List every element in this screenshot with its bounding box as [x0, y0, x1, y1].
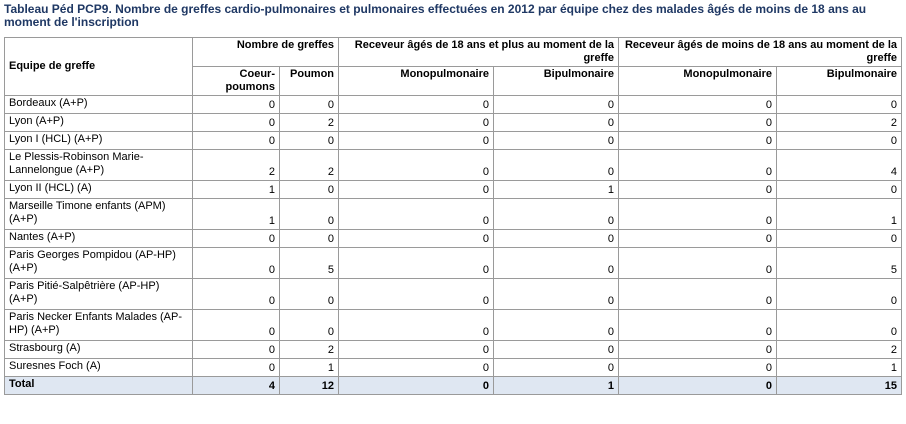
minor-mono-cell: 0 — [619, 248, 777, 279]
coeur-poumons-cell: 0 — [193, 132, 280, 150]
header-team: Equipe de greffe — [5, 38, 193, 96]
minor-bi-cell: 0 — [777, 279, 902, 310]
adult-bi-cell: 0 — [494, 132, 619, 150]
table-row — [5, 341, 902, 359]
team-cell: Marseille Timone enfants (APM) (A+P) — [5, 199, 193, 230]
minor-bi-cell: 0 — [777, 230, 902, 248]
poumon-cell: 2 — [280, 341, 339, 359]
coeur-poumons-cell: 0 — [193, 310, 280, 341]
minor-mono-cell: 0 — [619, 181, 777, 199]
minor-bi-cell: 4 — [777, 150, 902, 181]
table-row — [5, 114, 902, 132]
minor-bi-cell: 0 — [777, 96, 902, 114]
adult-mono-cell: 0 — [339, 150, 494, 181]
table-row — [5, 279, 902, 310]
poumon-cell: 0 — [280, 96, 339, 114]
poumon-cell: 5 — [280, 248, 339, 279]
table-row — [5, 230, 902, 248]
minor-mono-cell: 0 — [619, 359, 777, 377]
minor-mono-cell: 0 — [619, 310, 777, 341]
adult-mono-cell: 0 — [339, 359, 494, 377]
adult-mono-cell: 0 — [339, 279, 494, 310]
coeur-poumons-cell: 0 — [193, 359, 280, 377]
team-cell: Paris Pitié-Salpêtrière (AP-HP) (A+P) — [5, 279, 193, 310]
grafts-table — [4, 37, 902, 395]
adult-bi-cell: 0 — [494, 96, 619, 114]
coeur-poumons-cell: 0 — [193, 114, 280, 132]
table-row — [5, 359, 902, 377]
adult-bi-cell: 0 — [494, 230, 619, 248]
team-cell: Paris Georges Pompidou (AP-HP) (A+P) — [5, 248, 193, 279]
coeur-poumons-cell: 0 — [193, 96, 280, 114]
header-adult-bi: Bipulmonaire — [494, 67, 619, 96]
coeur-poumons-cell: 0 — [193, 279, 280, 310]
minor-mono-cell: 0 — [619, 199, 777, 230]
minor-bi-cell: 5 — [777, 248, 902, 279]
team-cell: Strasbourg (A) — [5, 341, 193, 359]
adult-bi-cell: 0 — [494, 114, 619, 132]
total-minor-bi: 15 — [777, 377, 902, 395]
minor-bi-cell: 2 — [777, 114, 902, 132]
coeur-poumons-cell: 0 — [193, 248, 280, 279]
team-cell: Bordeaux (A+P) — [5, 96, 193, 114]
team-cell: Lyon I (HCL) (A+P) — [5, 132, 193, 150]
adult-bi-cell: 0 — [494, 279, 619, 310]
minor-mono-cell: 0 — [619, 279, 777, 310]
adult-bi-cell: 0 — [494, 199, 619, 230]
minor-mono-cell: 0 — [619, 341, 777, 359]
team-cell: Lyon (A+P) — [5, 114, 193, 132]
total-row — [5, 377, 902, 395]
minor-bi-cell: 0 — [777, 132, 902, 150]
adult-bi-cell: 0 — [494, 310, 619, 341]
minor-mono-cell: 0 — [619, 114, 777, 132]
total-coeur-poumons: 4 — [193, 377, 280, 395]
total-label: Total — [5, 377, 193, 395]
adult-bi-cell: 0 — [494, 150, 619, 181]
header-group-grafts: Nombre de greffes — [193, 38, 339, 67]
total-poumon: 12 — [280, 377, 339, 395]
header-row-groups — [5, 38, 902, 67]
header-poumon: Poumon — [280, 67, 339, 96]
poumon-cell: 2 — [280, 150, 339, 181]
total-adult-bi: 1 — [494, 377, 619, 395]
adult-bi-cell: 1 — [494, 181, 619, 199]
team-cell: Le Plessis-Robinson Marie-Lannelongue (A+P) — [5, 150, 193, 181]
coeur-poumons-cell: 2 — [193, 150, 280, 181]
total-minor-mono: 0 — [619, 377, 777, 395]
table-row — [5, 181, 902, 199]
team-cell: Lyon II (HCL) (A) — [5, 181, 193, 199]
team-cell: Nantes (A+P) — [5, 230, 193, 248]
header-minor-mono: Monopulmonaire — [619, 67, 777, 96]
minor-mono-cell: 0 — [619, 132, 777, 150]
coeur-poumons-cell: 1 — [193, 181, 280, 199]
poumon-cell: 1 — [280, 359, 339, 377]
total-adult-mono: 0 — [339, 377, 494, 395]
adult-mono-cell: 0 — [339, 230, 494, 248]
coeur-poumons-cell: 1 — [193, 199, 280, 230]
table-row — [5, 96, 902, 114]
minor-bi-cell: 1 — [777, 359, 902, 377]
table-row — [5, 248, 902, 279]
minor-bi-cell: 0 — [777, 181, 902, 199]
adult-bi-cell: 0 — [494, 248, 619, 279]
adult-bi-cell: 0 — [494, 359, 619, 377]
adult-mono-cell: 0 — [339, 310, 494, 341]
team-cell: Suresnes Foch (A) — [5, 359, 193, 377]
adult-mono-cell: 0 — [339, 248, 494, 279]
adult-mono-cell: 0 — [339, 96, 494, 114]
adult-mono-cell: 0 — [339, 341, 494, 359]
table-title: Tableau Péd PCP9. Nombre de greffes cardio-pulmonaires et pulmonaires effectuées en 2012 par équipe chez des malades âgés de moins de 18 ans au moment de l'inscription — [4, 2, 867, 29]
table-row — [5, 150, 902, 181]
header-coeur-poumons: Coeur-poumons — [193, 67, 280, 96]
adult-bi-cell: 0 — [494, 341, 619, 359]
poumon-cell: 0 — [280, 181, 339, 199]
table-row — [5, 310, 902, 341]
coeur-poumons-cell: 0 — [193, 341, 280, 359]
coeur-poumons-cell: 0 — [193, 230, 280, 248]
header-minor-bi: Bipulmonaire — [777, 67, 902, 96]
adult-mono-cell: 0 — [339, 132, 494, 150]
adult-mono-cell: 0 — [339, 114, 494, 132]
table-row — [5, 132, 902, 150]
poumon-cell: 0 — [280, 199, 339, 230]
team-cell: Paris Necker Enfants Malades (AP-HP) (A+P) — [5, 310, 193, 341]
poumon-cell: 0 — [280, 310, 339, 341]
poumon-cell: 0 — [280, 230, 339, 248]
adult-mono-cell: 0 — [339, 181, 494, 199]
poumon-cell: 0 — [280, 279, 339, 310]
minor-bi-cell: 1 — [777, 199, 902, 230]
table-row — [5, 199, 902, 230]
adult-mono-cell: 0 — [339, 199, 494, 230]
header-group-adult: Receveur âgés de 18 ans et plus au moment de la greffe — [339, 38, 619, 67]
minor-mono-cell: 0 — [619, 150, 777, 181]
header-adult-mono: Monopulmonaire — [339, 67, 494, 96]
poumon-cell: 0 — [280, 132, 339, 150]
minor-bi-cell: 2 — [777, 341, 902, 359]
minor-bi-cell: 0 — [777, 310, 902, 341]
minor-mono-cell: 0 — [619, 230, 777, 248]
header-group-minor: Receveur âgés de moins de 18 ans au moment de la greffe — [619, 38, 902, 67]
minor-mono-cell: 0 — [619, 96, 777, 114]
poumon-cell: 2 — [280, 114, 339, 132]
